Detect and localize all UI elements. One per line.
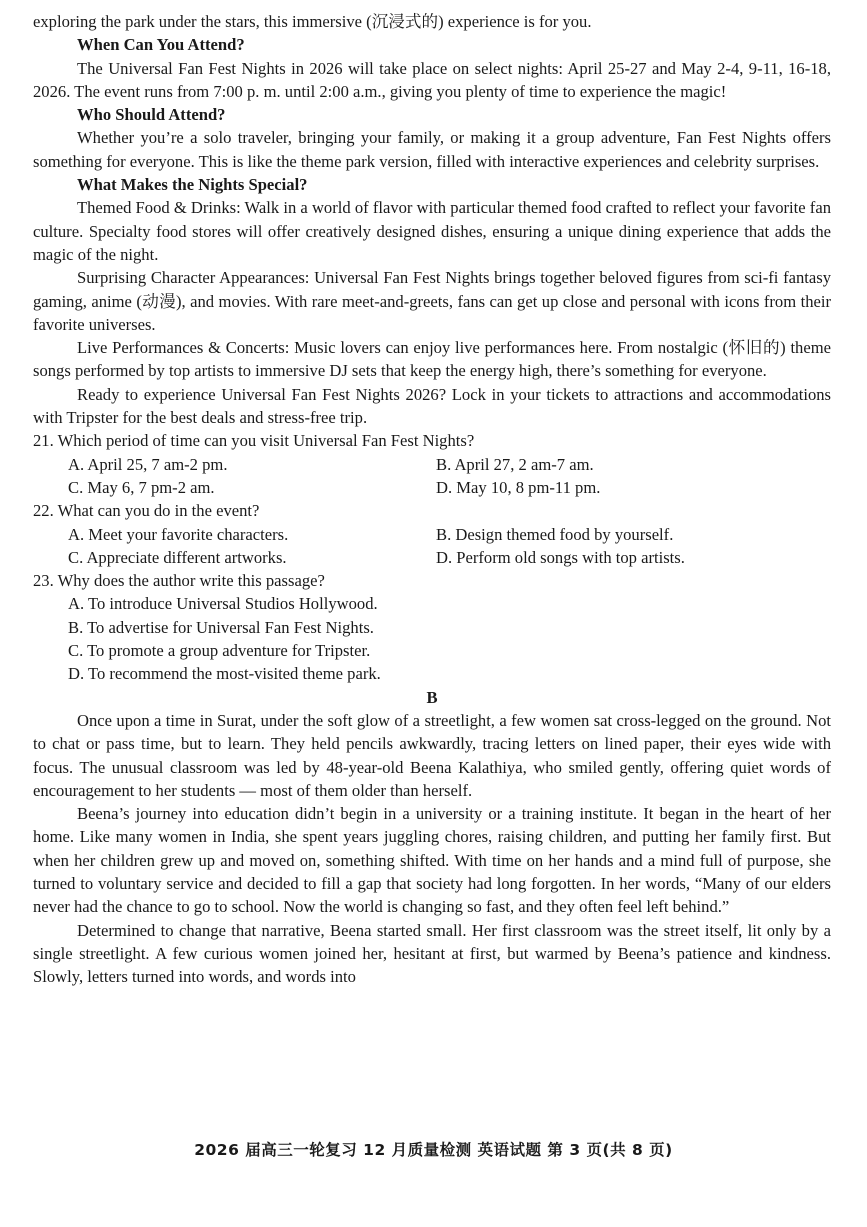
passage-b-paragraph-3: Determined to change that narrative, Beena started small. Her first classroom was the street itself, lit only by a single streetlight. A few curious women joined her, hesitant at first, but warmed by Beena’s patience and kindness. Slowly, letters turned into words, and words into bbox=[33, 920, 831, 987]
question-21-stem: 21. Which period of time can you visit Universal Fan Fest Nights? bbox=[33, 431, 475, 451]
passage-b-paragraph-1: Once upon a time in Surat, under the soft glow of a streetlight, a few women sat cross-legged on the ground. Not to chat or pass time, but to learn. They held pencils awkwardly, tracing letters on lined paper, their eyes wide with focus. The unusual classroom was led by 48-year-old Beena Kalathiya, who smiled gently, offering quiet words of encouragement to her students — most of them older than herself. bbox=[33, 710, 831, 800]
q22-option-d: D. Perform old songs with top artists. bbox=[436, 547, 685, 567]
intro-tail: exploring the park under the stars, this immersive (沉浸式的) experience is for you. bbox=[33, 12, 592, 31]
q22-option-a: A. Meet your favorite characters. bbox=[68, 524, 289, 544]
paragraph-characters: Surprising Character Appearances: Universal Fan Fest Nights brings together beloved figures from sci-fi fantasy gaming, anime (动漫), and movies. With rare meet-and-greets, fans can get up close and personal with icons from their favorite universes. bbox=[33, 268, 831, 334]
exam-page bbox=[33, 10, 831, 988]
q21-option-a: A. April 25, 7 am-2 pm. bbox=[68, 454, 228, 474]
section-b-heading: B bbox=[426, 687, 438, 707]
paragraph-live: Live Performances & Concerts: Music lovers can enjoy live performances here. From nostalgic (怀旧的) theme songs performed by top artists to immersive DJ sets that keep the energy high, there’s something for everyone. bbox=[33, 338, 831, 381]
question-23-stem: 23. Why does the author write this passage? bbox=[33, 571, 325, 591]
heading-what: What Makes the Nights Special? bbox=[77, 175, 308, 195]
q22-option-c: C. Appreciate different artworks. bbox=[68, 547, 287, 567]
page-footer: 2026 届高三一轮复习 12 月质量检测 英语试题 第 3 页(共 8 页) bbox=[194, 1141, 673, 1159]
question-22-options bbox=[33, 523, 831, 570]
paragraph-food: Themed Food & Drinks: Walk in a world of flavor with particular themed food crafted to reflect your favorite fan culture. Specialty food stores will offer creatively designed dishes, ensuring a unique dining experience that adds the magic of the night. bbox=[33, 198, 831, 264]
paragraph-ready: Ready to experience Universal Fan Fest Nights 2026? Lock in your tickets to attractions and accommodations with Tripster for the best deals and stress-free trip. bbox=[33, 384, 831, 428]
q21-option-d: D. May 10, 8 pm-11 pm. bbox=[436, 477, 601, 497]
question-21-options bbox=[33, 453, 831, 500]
passage-b-paragraph-2: Beena’s journey into education didn’t begin in a university or a training institute. It began in the heart of her home. Like many women in India, she spent years juggling chores, raising children, and putting her family first. But when her children grew up and moved on, something shifted. With time on her hands and a mind full of purpose, she turned to voluntary service and decided to fill a gap that society had long forgotten. In her words, “Many of our elders never had the chance to go to school. Now the world is changing so fast, and they often feel left behind.” bbox=[33, 804, 831, 917]
question-22-stem: 22. What can you do in the event? bbox=[33, 501, 260, 521]
paragraph-when: The Universal Fan Fest Nights in 2026 will take place on select nights: April 25-27 and May 2-4, 9-11, 16-18, 2026. The event runs from 7:00 p. m. until 2:00 a.m., giving you plenty of time to experience the magic! bbox=[33, 58, 831, 101]
q23-option-c: C. To promote a group adventure for Tripster. bbox=[68, 641, 371, 661]
q21-option-b: B. April 27, 2 am-7 am. bbox=[436, 454, 594, 474]
q23-option-d: D. To recommend the most-visited theme park. bbox=[68, 664, 381, 684]
q21-option-c: C. May 6, 7 pm-2 am. bbox=[68, 477, 215, 497]
q23-option-a: A. To introduce Universal Studios Hollywood. bbox=[68, 594, 378, 614]
heading-when: When Can You Attend? bbox=[77, 35, 245, 55]
heading-who: Who Should Attend? bbox=[77, 105, 226, 125]
paragraph-who: Whether you’re a solo traveler, bringing your family, or making it a group adventure, Fan Fest Nights offers something for everyone. This is like the theme park version, filled with interactive experiences and celebrity surprises. bbox=[33, 128, 831, 171]
q23-option-b: B. To advertise for Universal Fan Fest Nights. bbox=[68, 617, 374, 637]
q22-option-b: B. Design themed food by yourself. bbox=[436, 524, 674, 544]
